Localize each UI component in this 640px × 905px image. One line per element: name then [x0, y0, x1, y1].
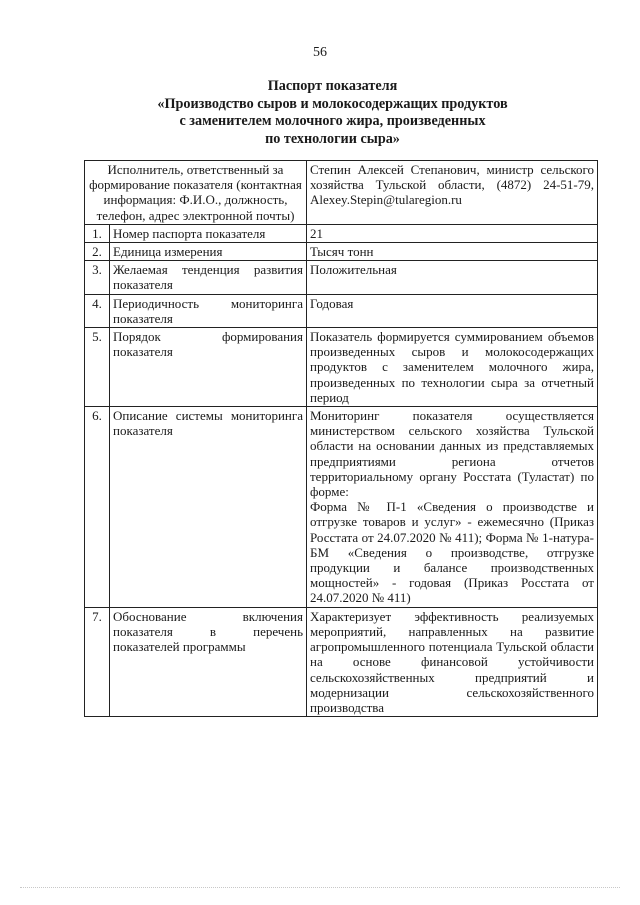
passport-table: [84, 160, 598, 717]
row-value: [307, 328, 598, 407]
row-label: Номер паспорта показателя: [110, 224, 307, 242]
table-row: [85, 294, 598, 327]
row-value-paragraph: 21: [310, 225, 323, 241]
executor-value: Степин Алексей Степанович, министр сельского хозяйства Тульской области, (4872) 24-51-79, Alexey.Stepin@tularegion.ru: [307, 161, 598, 225]
row-label: Желаемая тенденция развития показателя: [110, 261, 307, 294]
row-label: Порядок формирования показателя: [110, 328, 307, 407]
row-label: Описание системы мониторинга показателя: [110, 407, 307, 608]
row-number: 6.: [85, 407, 110, 608]
table-row: [85, 328, 598, 407]
row-label: Периодичность мониторинга показателя: [110, 294, 307, 327]
row-number: 4.: [85, 294, 110, 327]
row-value: [307, 607, 598, 716]
row-number: 7.: [85, 607, 110, 716]
row-value: [307, 243, 598, 261]
title-line-3: с заменителем молочного жира, произведенных: [179, 113, 486, 129]
row-value-paragraph: Мониторинг показателя осуществляется министерством сельского хозяйства Тульской области на основании данных из представляемых предприятиями региона отчетов территориальному органу Росстата (Туластат) по форме:: [310, 408, 594, 500]
table-row: [85, 261, 598, 294]
row-value: [307, 294, 598, 327]
row-value-paragraph: Форма № П-1 «Сведения о производстве и отгрузке товаров и услуг» - ежемесячно (Приказ Росстата от 24.07.2020 № 411); Форма № 1-натура-БМ «Сведения о производстве, отгрузке продукции и балансе производственных мощностей» - годовая (Приказ Росстата от 24.07.2020 № 411): [310, 499, 594, 606]
page-number: 56: [313, 45, 327, 60]
row-number: 3.: [85, 261, 110, 294]
row-label: Обоснование включения показателя в перечень показателей программы: [110, 607, 307, 716]
title-line-1: Паспорт показателя: [267, 78, 398, 94]
row-value-paragraph: Характеризует эффективность реализуемых мероприятий, направленных на развитие агропромышленного потенциала Тульской области на основе финансовой устойчивости сельскохозяйственных предприятий и модернизации сельскохозяйственного производства: [310, 608, 594, 715]
title-line-4: по технологии сыра»: [265, 130, 400, 147]
document-title: [60, 78, 605, 148]
table-row-executor: [85, 161, 598, 225]
row-value-paragraph: Тысяч тонн: [310, 244, 374, 260]
row-value: [307, 407, 598, 608]
row-label: Единица измерения: [110, 243, 307, 261]
row-number: 1.: [85, 224, 110, 242]
title-line-2: «Производство сыров и молокосодержащих продуктов: [157, 95, 508, 112]
row-value: [307, 224, 598, 242]
row-number: 2.: [85, 243, 110, 261]
table-row: [85, 243, 598, 261]
scan-artifact-line: [20, 887, 620, 889]
row-number: 5.: [85, 328, 110, 407]
row-value: [307, 261, 598, 294]
row-value-paragraph: Показатель формируется суммированием объемов произведенных сыров и молокосодержащих продуктов с заменителем молочного жира, произведенных по технологии сыра за отчетный период: [310, 329, 594, 405]
row-value-paragraph: Положительная: [310, 262, 397, 278]
executor-label: Исполнитель, ответственный за формирование показателя (контактная информация: Ф.И.О., должность, телефон, адрес электронной почты): [85, 161, 307, 225]
table-row: [85, 407, 598, 608]
row-value-paragraph: Годовая: [310, 295, 354, 311]
table-row: [85, 224, 598, 242]
table-row: [85, 607, 598, 716]
